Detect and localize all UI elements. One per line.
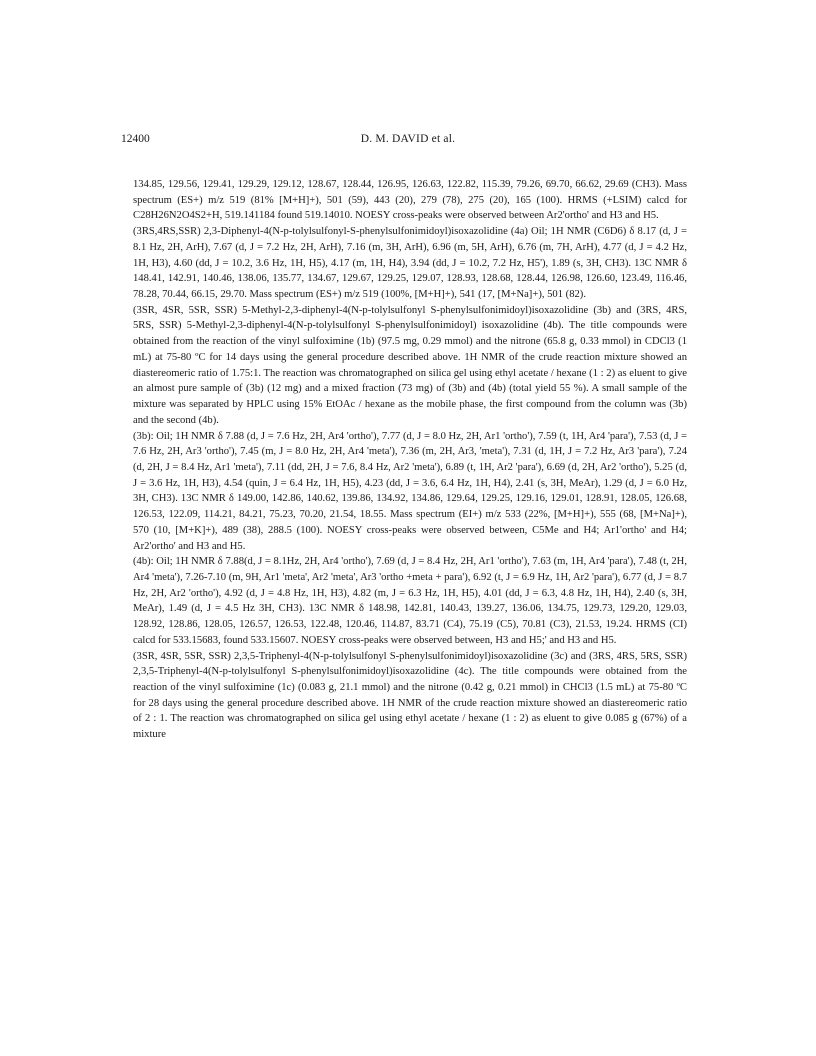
paragraph-3c-4c-synthesis: (3SR, 4SR, 5SR, SSR) 2,3,5-Triphenyl-4(N-p-tolylsulfonyl S-phenylsulfonimidoyl)isoxazolidine (3c) and (3RS, 4RS, 5RS, SSR) 2,3,5-Triphenyl-4(N-p-tolylsulfonyl S-phenylsulfonimidoyl)isoxazolidine (4c). The title compounds were obtained from the reaction of the vinyl sulfoximine (1c) (0.083 g, 21.1 mmol) and the nitrone (0.42 g, 0.21 mmol) in CHCl3 (1.5 mL) at 75-80 ºC for 28 days using the general procedure described above. 1H NMR of the crude reaction mixture showed an diastereomeric ratio of 2 : 1. The reaction was chromatographed on silica gel using ethyl acetate / hexane (1 : 2) as eluent to give 0.085 g (67%) of a mixture: [133, 650, 687, 741]
paragraph-3b-4b-synthesis: (3SR, 4SR, 5SR, SSR) 5-Methyl-2,3-diphenyl-4(N-p-tolylsulfonyl S-phenylsulfonimidoyl)isoxazolidine (3b) and (3RS, 4RS, 5RS, SSR) 5-Methyl-2,3-diphenyl-4(N-p-tolylsulfonyl S-phenylsulfonimidoyl) isoxazolidine (4b). The title compounds were obtained from the reaction of the vinyl sulfoximine (1b) (97.5 mg, 0.29 mmol) and the nitrone (65.8 g, 0.33 mmol) in CDCl3 (1 mL) at 75-80 ºC for 14 days using the general procedure described above. 1H NMR of the crude reaction mixture showed an diastereomeric ratio of 1.75:1. The reaction was chromatographed on silica gel using ethyl acetate / hexane (1 : 2) as eluent to give an almost pure sample of (3b) (12 mg) and a mixed fraction (73 mg) of (3b) and (4b) (total yield 55 %). A small sample of the mixture was separated by HPLC using 15% EtOAc / hexane as the mobile phase, the first compound from the column was (3b) and the second (4b).: [133, 304, 687, 426]
paragraph-4a: (3RS,4RS,SSR) 2,3-Diphenyl-4(N-p-tolylsulfonyl-S-phenylsulfonimidoyl)isoxazolidine (4a) Oil; 1H NMR (C6D6) δ 8.17 (d, J = 8.1 Hz, 2H, ArH), 7.67 (d, J = 7.2 Hz, 2H, ArH), 7.16 (m, 3H, ArH), 6.96 (m, 5H, ArH), 6.76 (m, 7H, ArH), 4.77 (d, J = 4.2 Hz, 1H, H3), 4.60 (dd, J = 10.2, 3.6 Hz, 1H, H5), 4.17 (m, 1H, H4), 3.94 (dd, J = 10.2, 7.2 Hz, H5'), 1.89 (s, 3H, CH3). 13C NMR δ 148.41, 142.91, 140.46, 138.06, 135.77, 134.67, 129.67, 129.25, 129.07, 128.93, 128.68, 128.44, 126.98, 126.60, 123.49, 116.46, 78.28, 70.44, 66.15, 29.70. Mass spectrum (ES+) m/z 519 (100%, [M+H]+), 541 (17, [M+Na]+), 501 (82).: [133, 226, 687, 301]
paragraph-4b-data: (4b): Oil; 1H NMR δ 7.88(d, J = 8.1Hz, 2H, Ar4 'ortho'), 7.69 (d, J = 8.4 Hz, 2H, Ar1 'ortho'), 7.63 (m, 1H, Ar4 'para'), 7.48 (t, 2H, Ar4 'meta'), 7.26-7.10 (m, 9H, Ar1 'meta', Ar2 'meta', Ar3 'ortho +meta + para'), 6.92 (t, J = 6.9 Hz, 1H, Ar2 'para'), 6.77 (d, J = 8.7 Hz, 2H, Ar2 'ortho'), 4.92 (d, J = 4.8 Hz, 1H, H3), 4.82 (m, J = 6.3 Hz, 1H, H5), 4.01 (dd, J = 6.3, 4.8 Hz, 1H, H4), 2.40 (s, 3H, MeAr), 1.49 (d, J = 4.5 Hz 3H, CH3). 13C NMR δ 148.98, 142.81, 140.43, 139.27, 136.06, 134.75, 129.73, 129.20, 129.03, 128.92, 128.86, 128.05, 126.57, 126.53, 122.48, 120.46, 114.87, 83.71 (C4), 75.19 (C5), 70.81 (C3), 21.53, 19.24. HRMS (CI) calcd for 533.15683, found 533.15607. NOESY cross-peaks were observed between, H3 and H5;' and H3 and H5.: [133, 556, 687, 646]
paragraph-4a-tail: 134.85, 129.56, 129.41, 129.29, 129.12, 128.67, 128.44, 126.95, 126.63, 122.82, 115.39, 79.26, 69.70, 66.62, 29.69 (CH3). Mass spectrum (ES+) m/z 519 (81% [M+H]+), 501 (59), 443 (20), 279 (78), 275 (20), 165 (100). HRMS (+LSIM) calcd for C28H26N2O4S2+H, 519.141184 found 519.14010. NOESY cross-peaks were observed between Ar2'ortho' and H3 and H5.: [133, 179, 687, 222]
page-number: 12400: [121, 133, 150, 145]
running-title: D. M. DAVID et al.: [360, 133, 456, 145]
page-header: [0, 133, 816, 149]
paragraph-3b-data: (3b): Oil; 1H NMR δ 7.88 (d, J = 7.6 Hz, 2H, Ar4 'ortho'), 7.77 (d, J = 8.0 Hz, 2H, Ar1 'ortho'), 7.59 (t, 1H, Ar4 'para'), 7.53 (d, J = 7.6 Hz, 2H, Ar3 'ortho'), 7.45 (m, J = 8.0 Hz, 2H, Ar4 'meta'), 7.36 (m, 2H, Ar3, 'meta'), 7.31 (d, 1H, J = 7.2 Hz, Ar3 'para'), 7.24 (d, 2H, J = 8.4 Hz, Ar1 'meta'), 7.11 (dd, 2H, J = 7.6, 8.4 Hz, Ar2 'meta'), 6.89 (t, 1H, Ar2 'para'), 6.69 (d, 2H, Ar2 'ortho'), 5.25 (d, J = 3.6 Hz, 1H, H3), 4.54 (quin, J = 6.4 Hz, 1H, H5), 4.23 (dd, J = 3.6, 6.4 Hz, 1H, H4), 2.41 (s, 3H, MeAr), 1.29 (d, J = 6.0 Hz, 3H, CH3). 13C NMR δ 149.00, 142.86, 140.62, 139.86, 134.92, 134.86, 129.64, 129.25, 129.16, 129.01, 128.91, 128.05, 126.68, 126.53, 122.09, 114.21, 84.21, 75.23, 70.20, 21.54, 18.55. Mass spectrum (EI+) m/z 533 (22%, [M+H]+), 555 (68, [M+Na]+), 570 (10, [M+K]+), 489 (38), 288.5 (100). NOESY cross-peaks were observed between, C5Me and H4; Ar1'ortho' and H4; Ar2'ortho' and H3 and H5.: [133, 430, 687, 552]
experimental-text: [133, 177, 687, 743]
